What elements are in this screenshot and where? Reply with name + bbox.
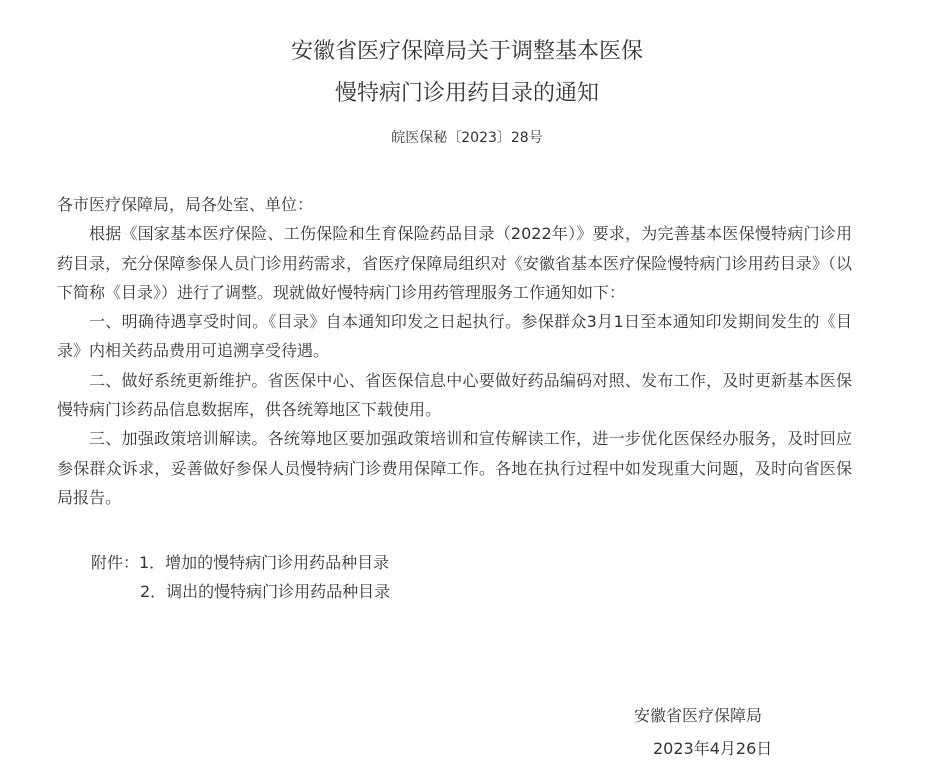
attachment-line-1: 附件：1．增加的慢特病门诊用药品种目录: [91, 553, 390, 572]
signer: 安徽省医疗保障局: [634, 706, 763, 725]
paragraph-intro: 根据《国家基本医疗保险、工伤保险和生育保险药品目录（2022年）》要求，为完善基本医保慢特病门诊用药目录，充分保障参保人员门诊用药需求，省医疗保障局组织对《安徽省基本医疗保险慢特病门诊用药目录》（以下简称《目录》）进行了调整。现就做好慢特病门诊用药管理服务工作通知如下：: [57, 224, 852, 302]
paragraph-item-2: 二、做好系统更新维护。省医保中心、省医保信息中心要做好药品编码对照、发布工作，及时更新基本医保慢特病门诊药品信息数据库，供各统筹地区下载使用。: [57, 370, 852, 420]
paragraph-item-3: 三、加强政策培训解读。各统筹地区要加强政策培训和宣传解读工作，进一步优化医保经办服务，及时回应参保群众诉求，妥善做好参保人员慢特病门诊费用保障工作。各地在执行过程中如发现重大问题，及时向省医保局报告。: [57, 429, 852, 507]
salutation: 各市医疗保障局，局各处室、单位：: [57, 195, 314, 214]
attachment-line-2: 2．调出的慢特病门诊用药品种目录: [140, 582, 391, 601]
document-body: [57, 190, 852, 512]
document-number: 皖医保秘〔2023〕28号: [391, 130, 543, 146]
issue-date: 2023年4月26日: [653, 739, 773, 758]
paragraph-item-1: 一、明确待遇享受时间。《目录》自本通知印发之日起执行。参保群众3月1日至本通知印发期间发生的《目录》内相关药品费用可追溯享受待遇。: [57, 312, 852, 361]
document-title-line-1: 安徽省医疗保障局关于调整基本医保: [290, 39, 643, 64]
document-title-line-2: 慢特病门诊用药目录的通知: [334, 81, 599, 106]
